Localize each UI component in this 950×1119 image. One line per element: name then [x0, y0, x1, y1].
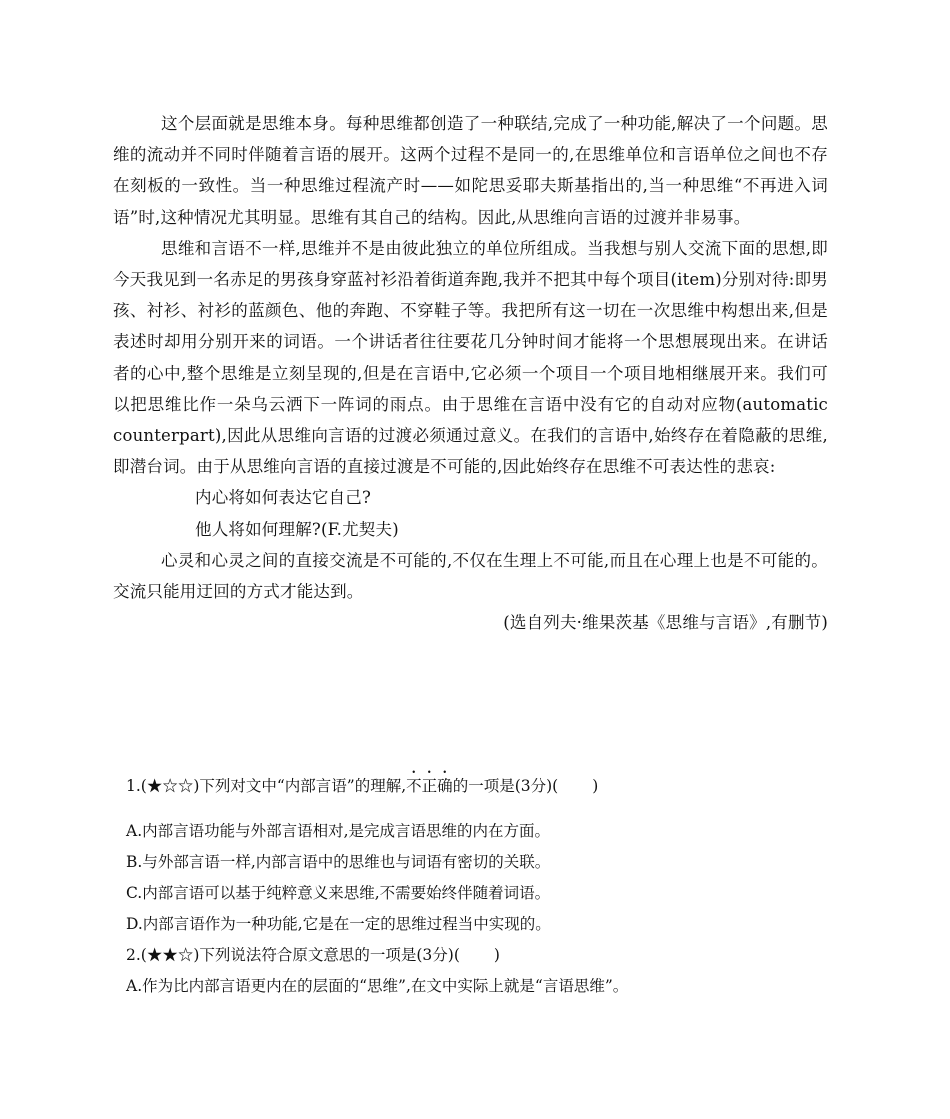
passage-source-citation: (选自列夫·维果茨基《思维与言语》,有删节) [503, 613, 828, 633]
question-1-prefix: 1.(★☆☆)下列对文中“内部言语”的理解, [126, 777, 407, 795]
question-1-emphasis: 不正确 [406, 777, 453, 795]
questions-section [126, 768, 846, 1002]
question-1-option-a[interactable]: A.内部言语功能与外部言语相对,是完成言语思维的内在方面。 [126, 822, 551, 840]
passage-closing-paragraph: 心灵和心灵之间的直接交流是不可能的,不仅在生理上不可能,而且在心理上也是不可能的。交流只能用迂回的方式才能达到。 [113, 550, 828, 602]
reading-passage [113, 108, 828, 638]
question-2-stem [126, 940, 846, 971]
question-2-close: ) [493, 946, 500, 964]
question-1-option-d[interactable]: D.内部言语作为一种功能,它是在一定的思维过程当中实现的。 [126, 915, 551, 933]
question-2-option-a[interactable]: A.作为比内部言语更内在的层面的“思维”,在文中实际上就是“言语思维”。 [126, 977, 629, 995]
poem-line-1: 内心将如何表达它自己? [195, 488, 372, 508]
question-1-option-c[interactable]: C.内部言语可以基于纯粹意义来思维,不需要始终伴随着词语。 [126, 884, 551, 902]
question-1-option-b[interactable]: B.与外部言语一样,内部言语中的思维也与词语有密切的关联。 [126, 853, 551, 871]
question-1-suffix: 的一项是(3分)( [452, 777, 559, 795]
passage-paragraph-1: 这个层面就是思维本身。每种思维都创造了一种联结,完成了一种功能,解决了一个问题。思维的流动并不同时伴随着言语的展开。这两个过程不是同一的,在思维单位和言语单位之间也不存在刻板的一致性。当一种思维过程流产时——如陀思妥耶夫斯基指出的,当一种思维“不再进入词语”时,这种情况尤其明显。思维有其自己的结构。因此,从思维向言语的过渡并非易事。 [113, 114, 828, 227]
poem-line-2: 他人将如何理解?(F.尤契夫) [195, 519, 399, 539]
question-1-stem [126, 768, 846, 802]
question-2-prefix: 2.(★★☆)下列说法符合原文意思的一项是(3分)( [126, 946, 460, 964]
passage-paragraph-2: 思维和言语不一样,思维并不是由彼此独立的单位所组成。当我想与别人交流下面的思想,即今天我见到一名赤足的男孩身穿蓝衬衫沿着街道奔跑,我并不把其中每个项目(item)分别对待:即男孩、衬衫、衬衫的蓝颜色、他的奔跑、不穿鞋子等。我把所有这一切在一次思维中构想出来,但是表述时却用分别开来的词语。一个讲话者往往要花几分钟时间才能将一个思想展现出来。在讲话者的心中,整个思维是立刻呈现的,但是在言语中,它必须一个项目一个项目地相继展开来。我们可以把思维比作一朵乌云洒下一阵词的雨点。由于思维在言语中没有它的自动对应物(automatic counterpart),因此从思维向言语的过渡必须通过意义。在我们的言语中,始终存在着隐蔽的思维,即潜台词。由于从思维向言语的直接过渡是不可能的,因此始终存在思维不可表达性的悲哀: [113, 238, 828, 477]
question-1-close: ) [592, 777, 599, 795]
